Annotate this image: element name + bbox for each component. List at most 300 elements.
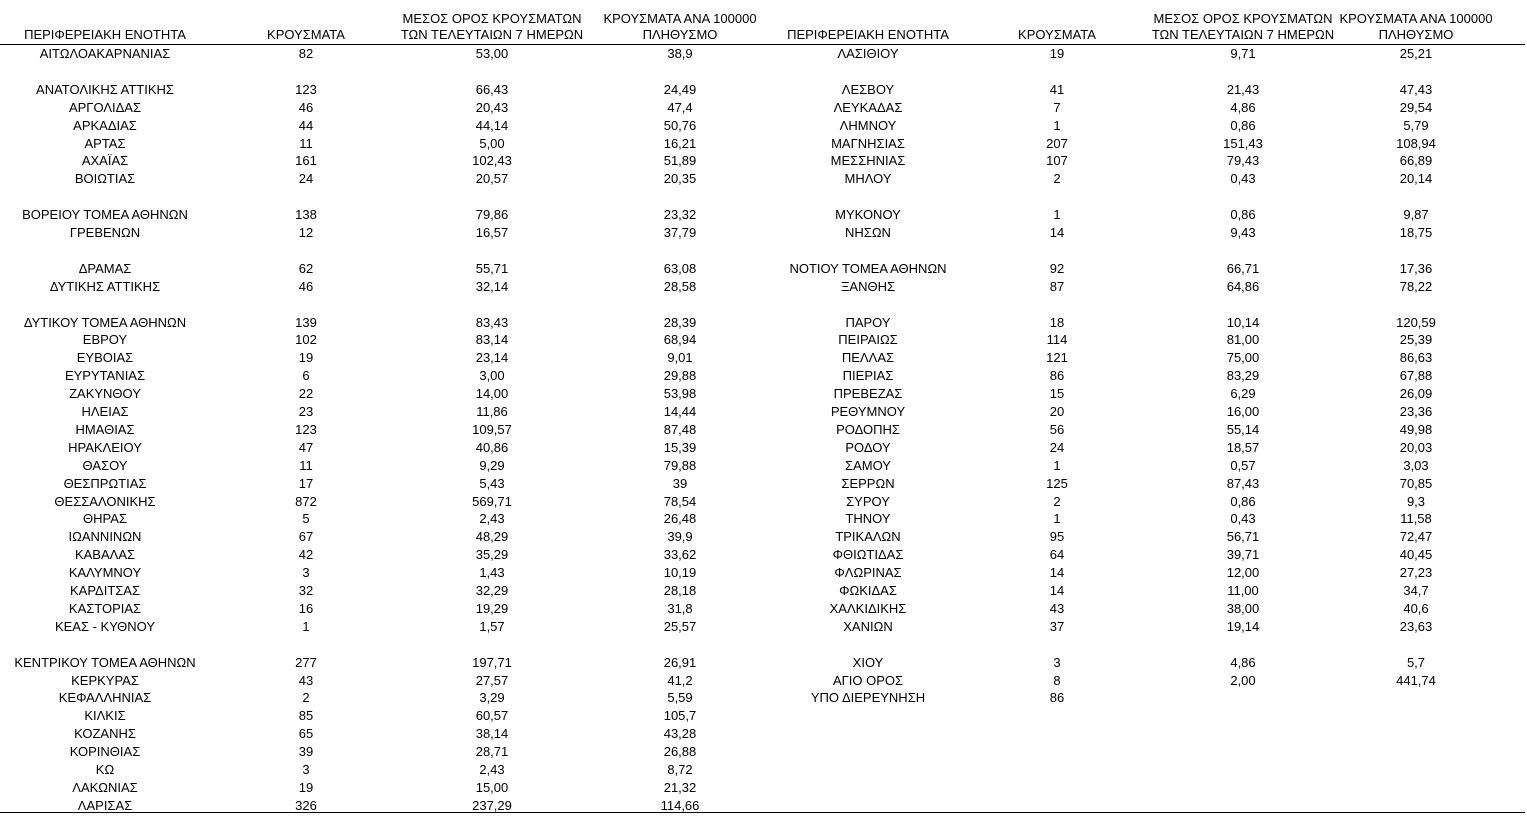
region-name-cell: ΥΠΟ ΔΙΕΡΕΥΝΗΣΗ: [810, 690, 926, 706]
table-row: [762, 224, 1527, 242]
table-row: [0, 600, 762, 618]
avg7-cell: 79,86: [475, 207, 509, 223]
table-row: [762, 278, 1527, 296]
per100k-cell: 9,87: [1403, 207, 1429, 223]
bottom-divider: [0, 812, 1525, 813]
per100k-cell: 28,58: [663, 278, 697, 294]
region-name-cell: ΧΑΝΙΩΝ: [843, 618, 893, 634]
per100k-cell: 26,91: [663, 654, 697, 670]
cases-cell: 18: [1049, 314, 1065, 330]
per100k-cell: 49,98: [1399, 421, 1433, 437]
cases-cell: 1: [1053, 207, 1061, 223]
avg7-cell: 53,00: [475, 46, 509, 61]
region-name-cell: ΕΥΒΟΙΑΣ: [76, 350, 134, 366]
table-row: [762, 260, 1527, 278]
avg7-cell: 48,29: [475, 529, 509, 545]
per100k-cell: 5,59: [667, 690, 693, 706]
per100k-cell: 34,7: [1403, 583, 1429, 598]
per100k-cell: 27,23: [1399, 565, 1433, 581]
avg7-cell: 19,29: [475, 600, 509, 616]
table-row: [762, 170, 1527, 188]
avg7-cell: 38,00: [1226, 600, 1260, 616]
region-name-cell: ΡΟΔΟΥ: [845, 439, 891, 455]
avg7-cell: 109,57: [472, 421, 512, 437]
per100k-cell: 10,19: [663, 565, 697, 581]
cases-cell: 2: [1053, 493, 1061, 509]
header-cases: [1007, 27, 1107, 43]
table-row: [0, 618, 762, 636]
cases-cell: 277: [295, 654, 317, 670]
region-name-cell: ΚΕΡΚΥΡΑΣ: [71, 672, 139, 688]
region-name-cell: ΚΩ: [95, 762, 115, 777]
region-name-cell: ΠΕΛΛΑΣ: [841, 350, 895, 366]
region-name-cell: ΑΙΤΩΛΟΑΚΑΡΝΑΝΙΑΣ: [39, 46, 171, 61]
cases-cell: 12: [298, 225, 314, 240]
cases-cell: 24: [298, 171, 314, 187]
header-cases-line: ΚΡΟΥΣΜΑΤΑ: [267, 27, 345, 42]
avg7-cell: 18,57: [1226, 439, 1260, 455]
avg7-cell: 55,14: [1226, 421, 1260, 437]
per100k-cell: 47,43: [1399, 81, 1433, 97]
avg7-cell: 11,86: [476, 404, 508, 419]
region-name-cell: ΗΡΑΚΛΕΙΟΥ: [68, 439, 142, 455]
cases-cell: 82: [298, 46, 314, 61]
region-name-cell: ΜΗΛΟΥ: [844, 171, 892, 187]
per100k-cell: 87,48: [663, 421, 697, 437]
cases-cell: 43: [298, 672, 314, 688]
per100k-cell: 23,36: [1399, 404, 1433, 419]
avg7-cell: 1,57: [479, 618, 505, 634]
table-row: [762, 654, 1527, 672]
avg7-cell: 28,71: [475, 744, 509, 760]
region-name-cell: ΔΥΤΙΚΟΥ ΤΟΜΕΑ ΑΘΗΝΩΝ: [23, 314, 187, 330]
header-region: [768, 27, 968, 43]
avg7-cell: 56,71: [1226, 529, 1260, 545]
region-name-cell: ΚΕΦΑΛΛΗΝΙΑΣ: [58, 690, 152, 706]
cases-cell: 123: [295, 421, 317, 437]
avg7-cell: 75,00: [1226, 350, 1260, 366]
per100k-cell: 33,62: [663, 547, 697, 563]
region-name-cell: ΑΡΓΟΛΙΔΑΣ: [68, 99, 142, 115]
table-row: [762, 206, 1527, 224]
per100k-cell: 5,7: [1406, 654, 1426, 670]
region-name-cell: ΝΟΤΙΟΥ ΤΟΜΕΑ ΑΘΗΝΩΝ: [789, 260, 947, 276]
cases-cell: 86: [1049, 368, 1065, 384]
table-row: [0, 117, 762, 135]
table-row: [0, 528, 762, 546]
per100k-cell: 40,45: [1399, 547, 1433, 563]
table-row: [0, 546, 762, 564]
header-avg7-line: ΤΩΝ ΤΕΛΕΥΤΑΙΩΝ 7 ΗΜΕΡΩΝ: [1151, 27, 1335, 42]
per100k-cell: 108,94: [1396, 135, 1436, 151]
header-avg7-line: ΜΕΣΟΣ ΟΡΟΣ ΚΡΟΥΣΜΑΤΩΝ: [402, 11, 582, 26]
per100k-cell: 16,21: [663, 135, 697, 151]
cases-cell: 19: [298, 779, 314, 795]
header-avg7-line: ΤΩΝ ΤΕΛΕΥΤΑΙΩΝ 7 ΗΜΕΡΩΝ: [400, 27, 584, 42]
region-name-cell: ΙΩΑΝΝΙΝΩΝ: [68, 529, 142, 545]
avg7-cell: 2,00: [1230, 672, 1256, 688]
per100k-cell: 39,9: [667, 529, 693, 545]
cases-cell: 6: [302, 368, 310, 384]
region-name-cell: ΔΡΑΜΑΣ: [78, 260, 132, 276]
avg7-cell: 151,43: [1223, 135, 1263, 151]
cases-cell: 14: [1049, 565, 1065, 581]
cases-cell: 15: [1049, 386, 1065, 402]
per100k-cell: 17,36: [1399, 260, 1433, 276]
per100k-cell: 79,88: [663, 457, 697, 473]
avg7-cell: 102,43: [472, 153, 512, 169]
avg7-cell: 35,29: [475, 547, 509, 563]
header-cases: [256, 27, 356, 43]
table-row: [0, 510, 762, 528]
region-name-cell: ΣΑΜΟΥ: [845, 457, 891, 473]
header-per100k-line: ΚΡΟΥΣΜΑΤΑ ΑΝΑ 100000: [1339, 11, 1493, 26]
header-per100k: [1326, 11, 1506, 43]
per100k-cell: 25,39: [1399, 332, 1433, 348]
table-row: [762, 403, 1527, 421]
region-name-cell: ΒΟΡΕΙΟΥ ΤΟΜΕΑ ΑΘΗΝΩΝ: [22, 207, 188, 223]
region-name-cell: ΚΑΡΔΙΤΣΑΣ: [69, 583, 141, 598]
table-row: [0, 314, 762, 332]
region-name-cell: ΦΩΚΙΔΑΣ: [839, 583, 897, 598]
region-name-cell: ΒΟΙΩΤΙΑΣ: [74, 171, 136, 187]
table-row: [0, 564, 762, 582]
avg7-cell: 10,14: [1226, 314, 1260, 330]
region-name-cell: ΚΕΑΣ - ΚΥΘΝΟΥ: [54, 618, 156, 634]
region-name-cell: ΡΟΔΟΠΗΣ: [836, 421, 900, 437]
region-name-cell: ΡΕΘΥΜΝΟΥ: [830, 404, 906, 419]
cases-cell: 32: [298, 583, 314, 598]
table-row: [762, 45, 1527, 63]
per100k-cell: 86,63: [1399, 350, 1433, 366]
region-name-cell: ΦΛΩΡΙΝΑΣ: [834, 565, 902, 581]
avg7-cell: 44,14: [475, 117, 509, 133]
avg7-cell: 83,14: [475, 332, 509, 348]
table-row: [0, 457, 762, 475]
region-name-cell: ΛΑΡΙΣΑΣ: [77, 797, 133, 813]
cases-cell: 3: [1053, 654, 1061, 670]
header-avg7-line: ΜΕΣΟΣ ΟΡΟΣ ΚΡΟΥΣΜΑΤΩΝ: [1153, 11, 1333, 26]
region-name-cell: ΚΑΣΤΟΡΙΑΣ: [68, 600, 142, 616]
region-name-cell: ΗΛΕΙΑΣ: [81, 404, 129, 419]
per100k-cell: 8,72: [667, 762, 693, 777]
cases-cell: 22: [298, 386, 314, 402]
per100k-cell: 41,2: [667, 672, 693, 688]
table-row: [0, 672, 762, 690]
table-row: [762, 152, 1527, 170]
region-name-cell: ΑΡΚΑΔΙΑΣ: [73, 117, 137, 133]
avg7-cell: 0,86: [1230, 493, 1256, 509]
table-row: [762, 99, 1527, 117]
avg7-cell: 1,43: [479, 565, 505, 581]
cases-cell: 67: [298, 529, 314, 545]
avg7-cell: 0,86: [1230, 207, 1256, 223]
table-row: [762, 81, 1527, 99]
avg7-cell: 19,14: [1226, 618, 1260, 634]
table-row: [762, 689, 1527, 707]
table-row: [0, 475, 762, 493]
region-name-cell: ΜΥΚΟΝΟΥ: [835, 207, 901, 223]
per100k-cell: 28,18: [663, 583, 697, 598]
avg7-cell: 2,43: [479, 762, 505, 777]
table-row: [762, 331, 1527, 349]
cases-cell: 85: [298, 708, 314, 724]
table-row: [0, 81, 762, 99]
per100k-cell: 67,88: [1399, 368, 1433, 384]
region-name-cell: ΗΜΑΘΙΑΣ: [75, 421, 135, 437]
avg7-cell: 83,29: [1226, 368, 1260, 384]
per100k-cell: 78,54: [663, 493, 697, 509]
region-name-cell: ΑΡΤΑΣ: [84, 135, 126, 151]
avg7-cell: 237,29: [472, 797, 512, 813]
avg7-cell: 197,71: [472, 654, 512, 670]
per100k-cell: 3,03: [1403, 457, 1429, 473]
table-row: [0, 278, 762, 296]
avg7-cell: 40,86: [475, 439, 509, 455]
avg7-cell: 66,43: [475, 81, 509, 97]
table-row: [0, 493, 762, 511]
avg7-cell: 79,43: [1226, 153, 1260, 169]
cases-cell: 62: [298, 260, 314, 276]
region-name-cell: ΛΕΣΒΟΥ: [841, 81, 895, 97]
region-name-cell: ΝΗΣΩΝ: [845, 225, 891, 240]
table-row: [0, 439, 762, 457]
header-region-line: ΠΕΡΙΦΕΡΕΙΑΚΗ ΕΝΟΤΗΤΑ: [24, 27, 186, 42]
region-name-cell: ΧΑΛΚΙΔΙΚΗΣ: [829, 600, 907, 616]
per100k-cell: 114,66: [660, 797, 700, 813]
region-name-cell: ΘΕΣΣΑΛΟΝΙΚΗΣ: [54, 493, 156, 509]
region-name-cell: ΣΥΡΟΥ: [846, 493, 890, 509]
per100k-cell: 43,28: [663, 726, 697, 742]
table-row: [0, 582, 762, 600]
header-per100k-line: ΠΛΗΘΥΣΜΟ: [642, 27, 718, 42]
header-divider: [0, 44, 1525, 45]
table-row: [762, 457, 1527, 475]
cases-cell: 14: [1049, 583, 1065, 598]
avg7-cell: 23,14: [475, 350, 509, 366]
cases-cell: 207: [1046, 135, 1068, 151]
table-row: [762, 546, 1527, 564]
cases-cell: 87: [1049, 278, 1065, 294]
cases-cell: 8: [1053, 672, 1061, 688]
avg7-cell: 32,29: [475, 583, 509, 598]
table-row: [762, 117, 1527, 135]
cases-cell: 43: [1049, 600, 1065, 616]
region-name-cell: ΜΕΣΣΗΝΙΑΣ: [830, 153, 906, 169]
table-row: [0, 421, 762, 439]
cases-cell: 92: [1049, 260, 1065, 276]
table-row: [762, 510, 1527, 528]
cases-cell: 19: [298, 350, 314, 366]
cases-cell: 65: [298, 726, 314, 742]
cases-cell: 3: [302, 565, 310, 581]
avg7-cell: 4,86: [1230, 654, 1256, 670]
cases-cell: 44: [298, 117, 314, 133]
per100k-cell: 14,44: [663, 404, 697, 419]
per100k-cell: 18,75: [1399, 225, 1433, 240]
region-name-cell: ΣΕΡΡΩΝ: [841, 475, 895, 491]
cases-cell: 107: [1046, 153, 1068, 169]
region-name-cell: ΠΙΕΡΙΑΣ: [842, 368, 894, 384]
per100k-cell: 25,57: [663, 618, 697, 634]
table-row: [762, 475, 1527, 493]
avg7-cell: 21,43: [1226, 81, 1260, 97]
per100k-cell: 9,3: [1406, 493, 1426, 509]
per100k-cell: 37,79: [663, 225, 697, 240]
cases-cell: 46: [298, 99, 314, 115]
avg7-cell: 0,86: [1230, 117, 1256, 133]
avg7-cell: 87,43: [1226, 475, 1260, 491]
cases-cell: 123: [295, 81, 317, 97]
per100k-cell: 441,74: [1396, 672, 1436, 688]
avg7-cell: 3,29: [479, 690, 505, 706]
cases-cell: 14: [1049, 225, 1065, 240]
region-name-cell: ΖΑΚΥΝΘΟΥ: [69, 386, 141, 402]
region-name-cell: ΧΙΟΥ: [852, 654, 884, 670]
table-row: [0, 779, 762, 797]
table-row: [0, 403, 762, 421]
region-name-cell: ΚΕΝΤΡΙΚΟΥ ΤΟΜΕΑ ΑΘΗΝΩΝ: [14, 654, 196, 670]
region-name-cell: ΤΗΝΟΥ: [845, 511, 891, 527]
cases-cell: 11: [299, 135, 313, 151]
header-per100k: [590, 11, 770, 43]
per100k-cell: 70,85: [1399, 475, 1433, 491]
table-row: [762, 564, 1527, 582]
cases-cell: 872: [295, 493, 317, 509]
region-name-cell: ΚΑΛΥΜΝΟΥ: [68, 565, 142, 581]
per100k-cell: 9,01: [667, 350, 693, 366]
per100k-cell: 78,22: [1399, 278, 1433, 294]
per100k-cell: 28,39: [663, 314, 697, 330]
avg7-cell: 3,00: [479, 368, 505, 384]
table-row: [0, 152, 762, 170]
cases-cell: 41: [1049, 81, 1065, 97]
cases-cell: 64: [1049, 547, 1065, 563]
avg7-cell: 38,14: [475, 726, 509, 742]
table-row: [762, 493, 1527, 511]
table-row: [762, 528, 1527, 546]
region-name-cell: ΚΟΡΙΝΘΙΑΣ: [69, 744, 141, 760]
cases-cell: 1: [1053, 511, 1061, 527]
per100k-cell: 24,49: [663, 81, 697, 97]
cases-cell: 5: [302, 511, 310, 527]
table-row: [0, 743, 762, 761]
avg7-cell: 5,43: [479, 475, 505, 491]
region-name-cell: ΛΕΥΚΑΔΑΣ: [833, 99, 903, 115]
avg7-cell: 16,00: [1226, 404, 1260, 419]
per100k-cell: 21,32: [663, 779, 697, 795]
per100k-cell: 40,6: [1403, 600, 1429, 616]
table-row: [0, 654, 762, 672]
per100k-cell: 31,8: [667, 600, 693, 616]
table-row: [762, 439, 1527, 457]
avg7-cell: 32,14: [475, 278, 509, 294]
region-name-cell: ΠΕΙΡΑΙΩΣ: [838, 332, 898, 348]
per100k-cell: 20,03: [1399, 439, 1433, 455]
table-row: [0, 170, 762, 188]
region-name-cell: ΛΑΣΙΘΙΟΥ: [837, 46, 899, 61]
avg7-cell: 27,57: [475, 672, 509, 688]
cases-cell: 114: [1046, 332, 1068, 348]
table-row: [762, 600, 1527, 618]
avg7-cell: 0,43: [1230, 511, 1256, 527]
cases-cell: 3: [302, 762, 310, 777]
table-row: [0, 99, 762, 117]
per100k-cell: 20,35: [663, 171, 697, 187]
cases-cell: 17: [298, 475, 314, 491]
table-row: [0, 707, 762, 725]
region-name-cell: ΜΑΓΝΗΣΙΑΣ: [831, 135, 905, 151]
cases-cell: 7: [1053, 99, 1061, 115]
table-row: [0, 761, 762, 779]
region-name-cell: ΚΟΖΑΝΗΣ: [74, 726, 136, 742]
per100k-cell: 15,39: [663, 439, 697, 455]
region-name-cell: ΛΑΚΩΝΙΑΣ: [72, 779, 138, 795]
per100k-cell: 23,63: [1399, 618, 1433, 634]
avg7-cell: 12,00: [1226, 565, 1260, 581]
per100k-cell: 63,08: [663, 260, 697, 276]
per100k-cell: 20,14: [1399, 171, 1433, 187]
cases-cell: 102: [295, 332, 317, 348]
per100k-cell: 5,79: [1403, 117, 1429, 133]
header-region-line: ΠΕΡΙΦΕΡΕΙΑΚΗ ΕΝΟΤΗΤΑ: [787, 27, 949, 42]
region-name-cell: ΘΗΡΑΣ: [83, 511, 127, 527]
per100k-cell: 38,9: [667, 46, 693, 61]
region-name-cell: ΠΡΕΒΕΖΑΣ: [833, 386, 903, 402]
per100k-cell: 29,54: [1399, 99, 1433, 115]
per100k-cell: 120,59: [1396, 314, 1436, 330]
cases-cell: 19: [1049, 46, 1065, 61]
region-name-cell: ΠΑΡΟΥ: [845, 314, 891, 330]
cases-cell: 1: [1053, 457, 1061, 473]
region-name-cell: ΕΒΡΟΥ: [82, 332, 128, 348]
avg7-cell: 60,57: [475, 708, 509, 724]
avg7-cell: 0,57: [1230, 457, 1256, 473]
avg7-cell: 569,71: [472, 493, 512, 509]
region-name-cell: ΔΥΤΙΚΗΣ ΑΤΤΙΚΗΣ: [49, 278, 161, 294]
per100k-cell: 26,88: [663, 744, 697, 760]
header-per100k-line: ΠΛΗΘΥΣΜΟ: [1378, 27, 1454, 42]
cases-cell: 11: [299, 457, 313, 473]
avg7-cell: 20,57: [475, 171, 509, 187]
cases-cell: 121: [1046, 350, 1068, 366]
table-row: [0, 367, 762, 385]
table-row: [0, 725, 762, 743]
header-avg7: [1148, 11, 1338, 43]
region-name-cell: ΑΧΑΪΑΣ: [81, 153, 129, 169]
avg7-cell: 16,57: [475, 225, 509, 240]
table-row: [0, 206, 762, 224]
per100k-cell: 68,94: [663, 332, 697, 348]
per100k-cell: 66,89: [1399, 153, 1433, 169]
region-name-cell: ΛΗΜΝΟΥ: [839, 117, 897, 133]
table-row: [762, 367, 1527, 385]
region-name-cell: ΦΘΙΩΤΙΔΑΣ: [832, 547, 904, 563]
cases-cell: 326: [295, 797, 317, 813]
avg7-cell: 2,43: [479, 511, 505, 527]
table-row: [762, 135, 1527, 153]
table-row: [762, 582, 1527, 600]
cases-cell: 1: [302, 618, 310, 634]
cases-cell: 161: [295, 153, 317, 169]
cases-cell: 37: [1049, 618, 1065, 634]
region-name-cell: ΤΡΙΚΑΛΩΝ: [835, 529, 901, 545]
avg7-cell: 4,86: [1230, 99, 1256, 115]
cases-cell: 2: [1053, 171, 1061, 187]
cases-cell: 20: [1049, 404, 1065, 419]
cases-cell: 56: [1049, 421, 1065, 437]
header-region: [5, 27, 205, 43]
